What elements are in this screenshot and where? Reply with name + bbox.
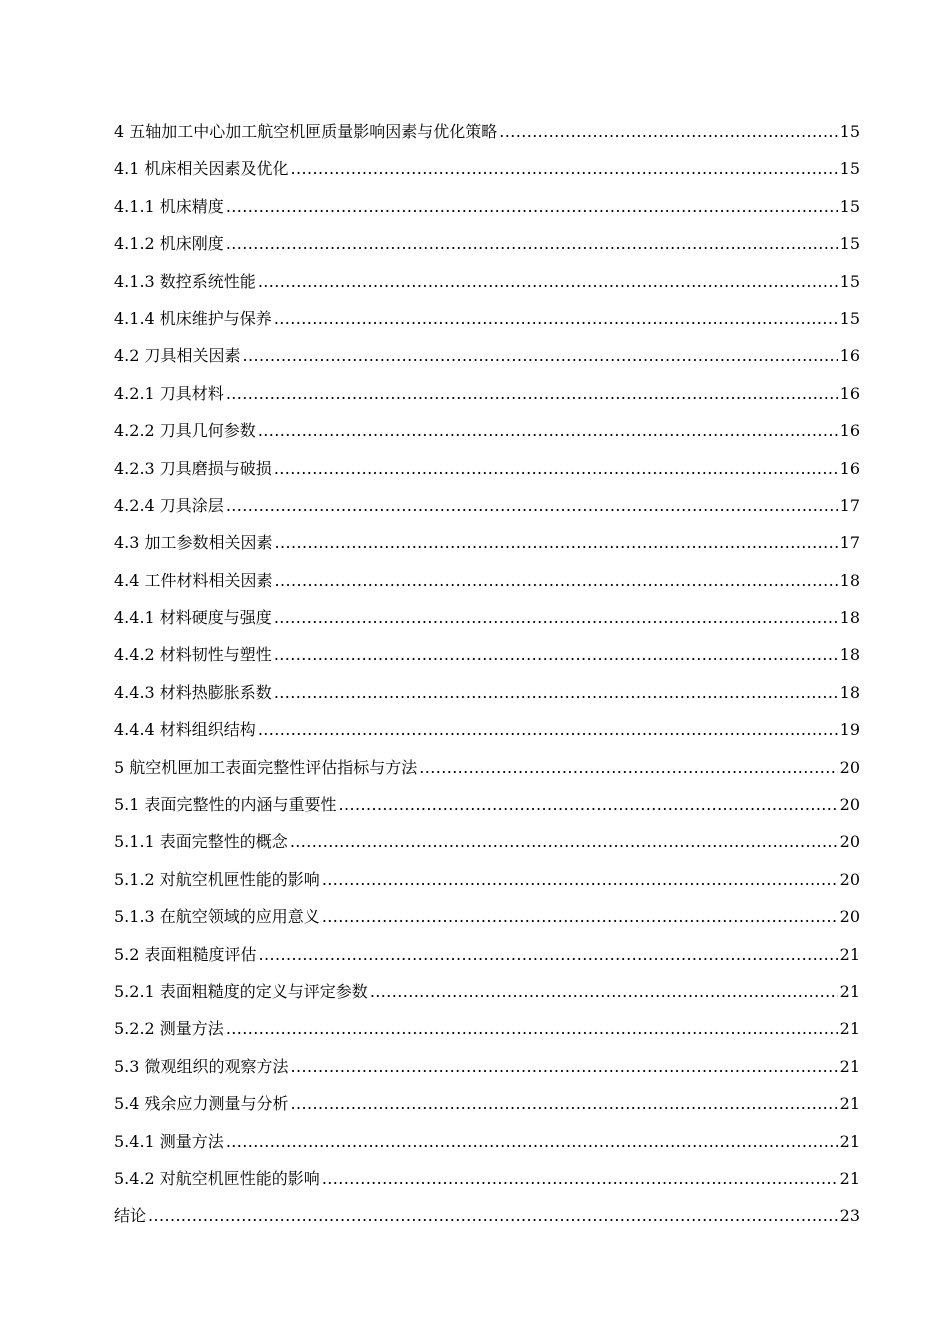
- toc-dot-leader: [258, 412, 838, 449]
- toc-entry-title: 4.1.4 机床维护与保养: [114, 308, 272, 328]
- toc-entry-title: 5.1.1 表面完整性的概念: [114, 832, 288, 852]
- toc-page-number: 21: [839, 944, 860, 964]
- toc-page-number: 20: [839, 869, 860, 889]
- toc-dot-leader: [258, 263, 838, 300]
- toc-entry-title: 结论: [114, 1206, 147, 1226]
- toc-page-number: 20: [839, 907, 860, 927]
- toc-entry-title: 5.2.1 表面粗糙度的定义与评定参数: [114, 981, 368, 1001]
- toc-entry[interactable]: [114, 1048, 860, 1085]
- toc-dot-leader: [370, 973, 838, 1010]
- toc-entry-title: 5.3 微观组织的观察方法: [114, 1056, 289, 1076]
- toc-entry[interactable]: [114, 786, 860, 823]
- toc-page-number: 15: [839, 121, 860, 141]
- toc-dot-leader: [290, 823, 838, 860]
- toc-entry-title: 5.2.2 测量方法: [114, 1019, 224, 1039]
- toc-entry-title: 4.3 加工参数相关因素: [114, 533, 273, 553]
- toc-dot-leader: [275, 562, 838, 599]
- toc-entry-title: 5.4 残余应力测量与分析: [114, 1094, 289, 1114]
- toc-entry[interactable]: [114, 150, 860, 187]
- toc-page-number: 20: [839, 757, 860, 777]
- toc-entry[interactable]: [114, 1197, 860, 1234]
- toc-entry[interactable]: [114, 898, 860, 935]
- toc-dot-leader: [259, 936, 838, 973]
- toc-dot-leader: [243, 337, 838, 374]
- toc-dot-leader: [499, 113, 837, 150]
- toc-entry[interactable]: [114, 1085, 860, 1122]
- toc-dot-leader: [274, 450, 838, 487]
- toc-page-number: 15: [839, 308, 860, 328]
- toc-entry-title: 5.1 表面完整性的内涵与重要性: [114, 795, 337, 815]
- toc-page-number: 20: [839, 795, 860, 815]
- toc-entry-title: 4.4.4 材料组织结构: [114, 720, 256, 740]
- toc-page-number: 16: [839, 421, 860, 441]
- toc-entry[interactable]: [114, 225, 860, 262]
- toc-entry-title: 4.1.3 数控系统性能: [114, 271, 256, 291]
- toc-page-number: 18: [839, 645, 860, 665]
- toc-dot-leader: [291, 1085, 838, 1122]
- toc-dot-leader: [226, 188, 838, 225]
- toc-entry-title: 4.2 刀具相关因素: [114, 346, 241, 366]
- toc-page-number: 17: [839, 533, 860, 553]
- toc-page-number: 21: [839, 1056, 860, 1076]
- toc-page-number: 18: [839, 608, 860, 628]
- toc-entry[interactable]: [114, 861, 860, 898]
- toc-dot-leader: [322, 861, 838, 898]
- toc-dot-leader: [275, 524, 838, 561]
- toc-dot-leader: [322, 1160, 838, 1197]
- toc-entry[interactable]: [114, 936, 860, 973]
- toc-entry-title: 5.1.3 在航空领域的应用意义: [114, 907, 320, 927]
- toc-dot-leader: [274, 599, 838, 636]
- toc-page-number: 16: [839, 458, 860, 478]
- toc-entry[interactable]: [114, 337, 860, 374]
- toc-page-number: 17: [839, 495, 860, 515]
- toc-dot-leader: [226, 225, 838, 262]
- toc-dot-leader: [226, 1010, 838, 1047]
- toc-entry[interactable]: [114, 562, 860, 599]
- toc-entry[interactable]: [114, 973, 860, 1010]
- toc-entry-title: 4.2.2 刀具几何参数: [114, 421, 256, 441]
- table-of-contents: [114, 113, 860, 1235]
- toc-entry[interactable]: [114, 1160, 860, 1197]
- toc-entry[interactable]: [114, 487, 860, 524]
- toc-page-number: 23: [839, 1206, 860, 1226]
- toc-entry[interactable]: [114, 300, 860, 337]
- toc-page-number: 21: [839, 981, 860, 1001]
- toc-entry[interactable]: [114, 674, 860, 711]
- toc-entry-title: 4.1.2 机床刚度: [114, 234, 224, 254]
- toc-entry-title: 4.1 机床相关因素及优化: [114, 159, 289, 179]
- toc-entry[interactable]: [114, 412, 860, 449]
- toc-entry[interactable]: [114, 450, 860, 487]
- toc-entry-title: 5.1.2 对航空机匣性能的影响: [114, 869, 320, 889]
- toc-page-number: 19: [839, 720, 860, 740]
- toc-dot-leader: [274, 300, 838, 337]
- toc-entry-title: 4.2.3 刀具磨损与破损: [114, 458, 272, 478]
- toc-entry-title: 5.2 表面粗糙度评估: [114, 944, 257, 964]
- toc-entry-title: 4.1.1 机床精度: [114, 196, 224, 216]
- toc-entry[interactable]: [114, 524, 860, 561]
- toc-entry-title: 4.4.3 材料热膨胀系数: [114, 682, 272, 702]
- toc-page-number: 16: [839, 383, 860, 403]
- toc-entry[interactable]: [114, 188, 860, 225]
- toc-entry[interactable]: [114, 749, 860, 786]
- toc-dot-leader: [258, 711, 838, 748]
- toc-dot-leader: [148, 1197, 838, 1234]
- toc-page-number: 21: [839, 1168, 860, 1188]
- toc-entry[interactable]: [114, 711, 860, 748]
- toc-entry[interactable]: [114, 263, 860, 300]
- toc-entry-title: 4.4.2 材料韧性与塑性: [114, 645, 272, 665]
- toc-entry-title: 4.2.1 刀具材料: [114, 383, 224, 403]
- toc-page-number: 18: [839, 682, 860, 702]
- toc-entry-title: 4 五轴加工中心加工航空机匣质量影响因素与优化策略: [114, 121, 498, 141]
- toc-entry[interactable]: [114, 1010, 860, 1047]
- toc-entry-title: 4.2.4 刀具涂层: [114, 495, 224, 515]
- toc-entry[interactable]: [114, 599, 860, 636]
- toc-dot-leader: [226, 375, 838, 412]
- toc-page-number: 21: [839, 1094, 860, 1114]
- toc-entry[interactable]: [114, 823, 860, 860]
- toc-entry-title: 4.4.1 材料硬度与强度: [114, 608, 272, 628]
- toc-entry[interactable]: [114, 113, 860, 150]
- toc-page-number: 21: [839, 1131, 860, 1151]
- toc-dot-leader: [274, 674, 838, 711]
- toc-entry-title: 5.4.1 测量方法: [114, 1131, 224, 1151]
- toc-dot-leader: [226, 487, 838, 524]
- toc-dot-leader: [291, 150, 838, 187]
- toc-dot-leader: [274, 636, 838, 673]
- toc-entry-title: 5.4.2 对航空机匣性能的影响: [114, 1168, 320, 1188]
- toc-page-number: 15: [839, 234, 860, 254]
- toc-entry-title: 5 航空机匣加工表面完整性评估指标与方法: [114, 757, 418, 777]
- toc-entry[interactable]: [114, 636, 860, 673]
- toc-entry-title: 4.4 工件材料相关因素: [114, 570, 273, 590]
- toc-entry[interactable]: [114, 1123, 860, 1160]
- toc-page-number: 21: [839, 1019, 860, 1039]
- toc-dot-leader: [322, 898, 838, 935]
- toc-page-number: 16: [839, 346, 860, 366]
- toc-page-number: 15: [839, 196, 860, 216]
- toc-page-number: 15: [839, 159, 860, 179]
- toc-page-number: 15: [839, 271, 860, 291]
- toc-dot-leader: [339, 786, 838, 823]
- toc-dot-leader: [419, 749, 837, 786]
- toc-entry[interactable]: [114, 375, 860, 412]
- toc-dot-leader: [226, 1123, 838, 1160]
- toc-page-number: 18: [839, 570, 860, 590]
- toc-page-number: 20: [839, 832, 860, 852]
- toc-dot-leader: [291, 1048, 838, 1085]
